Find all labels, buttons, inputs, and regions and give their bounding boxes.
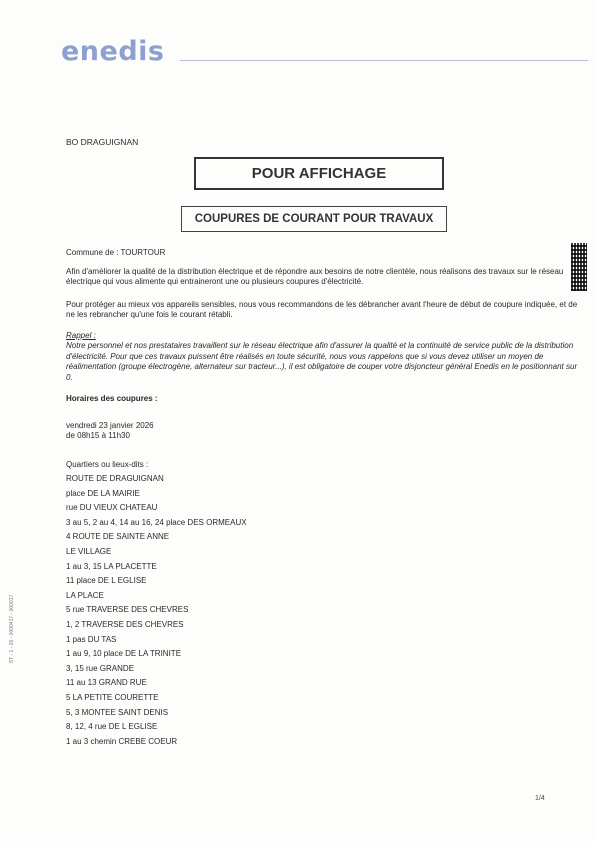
list-item: 1 au 9, 10 place DE LA TRINITE [66, 649, 182, 659]
notice-body [66, 248, 578, 749]
list-item: 5 LA PETITE COURETTE [66, 693, 159, 702]
list-item: 11 au 13 GRAND RUE [66, 678, 147, 688]
page-number: 1/4 [535, 795, 545, 802]
list-item: 1 au 3, 15 LA PLACETTE [66, 561, 157, 571]
outage-hours: de 08h15 à 11h30 [66, 431, 130, 440]
list-item: LA PLACE [66, 590, 104, 600]
commune: Commune de : TOURTOUR [66, 248, 166, 257]
list-item: LE VILLAGE [66, 547, 112, 557]
rappel-paragraph: Notre personnel et nos prestataires travaillent sur le réseau électrique afin d'assurer la qualité et la continuité de service public de la distribution d'électricité. Pour que ces travaux puissent être réalisés en toute sécurité, nous vous rappelons que si vous devez utiliser un moyen de réalimentation (groupe électrogène, alternateur sur tracteur...), il est obligatoire de couper votre disjoncteur général Enedis en le positionnant sur 0. [66, 341, 578, 382]
list-item: 1 pas DU TAS [66, 634, 117, 644]
intro-paragraph: Afin d'améliorer la qualité de la distribution électrique et de répondre aux besoins de notre clientèle, nous réalisons des travaux sur le réseau électrique qui vous alimente qui entraineront une ou plusieurs coupures d'électricité. [66, 266, 564, 286]
enedis-logo: enedis [61, 36, 165, 67]
list-item: 3, 15 rue GRANDE [66, 663, 135, 673]
list-item: 11 place DE L EGLISE [66, 576, 147, 586]
main-title-box [194, 157, 444, 190]
margin-reference: ST - 1 - 26 - 0000417 - 000017 [9, 594, 15, 664]
main-title: POUR AFFICHAGE [251, 165, 387, 182]
list-item: 1 au 3 chemin CREBE COEUR [66, 736, 178, 746]
list-item: 5, 3 MONTEE SAINT DENIS [66, 707, 169, 717]
rappel-title: Rappel : [66, 330, 96, 340]
protect-paragraph: Pour protéger au mieux vos appareils sensibles, nous vous recommandons de les débrancher avant l'heure de début de coupure indiquée, et de ne les rebrancher qu'une fois le courant rétabli. [66, 299, 578, 319]
sender-office: BO DRAGUIGNAN [66, 137, 139, 147]
places-list [66, 458, 578, 750]
subtitle-box [181, 206, 447, 232]
list-item: 1, 2 TRAVERSE DES CHEVRES [66, 620, 184, 630]
list-item: rue DU VIEUX CHATEAU [66, 503, 158, 513]
list-item: 5 rue TRAVERSE DES CHEVRES [66, 605, 189, 615]
horaires-title: Horaires des coupures : [66, 394, 158, 403]
list-item: ROUTE DE DRAGUIGNAN [66, 474, 164, 484]
header-divider [180, 60, 588, 61]
outage-date: vendredi 23 janvier 2026 [66, 420, 154, 430]
list-item: 8, 12, 4 rue DE L EGLISE [66, 722, 158, 732]
quartiers-title: Quartiers ou lieux-dits : [66, 459, 149, 469]
subtitle: COUPURES DE COURANT POUR TRAVAUX [194, 213, 434, 225]
list-item: place DE LA MAIRIE [66, 488, 140, 498]
list-item: 3 au 5, 2 au 4, 14 au 16, 24 place DES ORMEAUX [66, 517, 247, 527]
list-item: 4 ROUTE DE SAINTE ANNE [66, 532, 170, 542]
